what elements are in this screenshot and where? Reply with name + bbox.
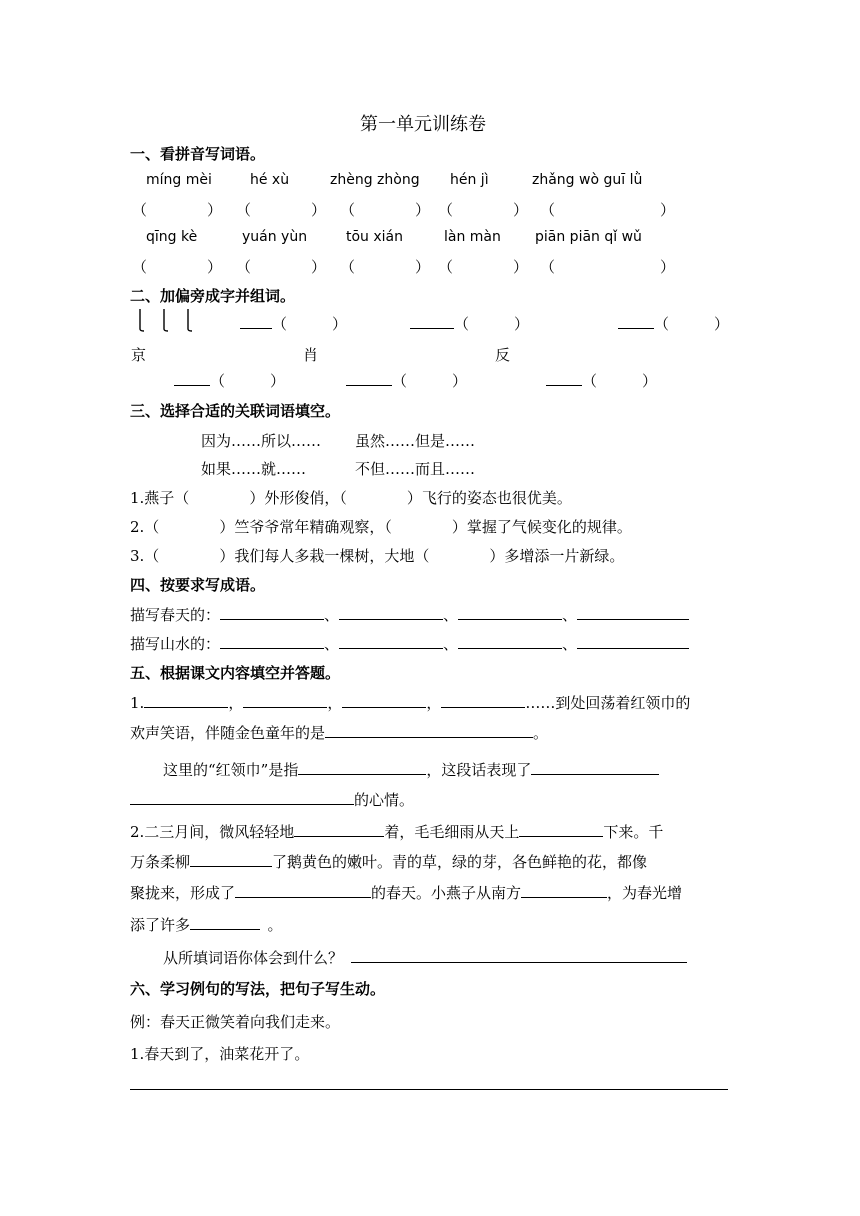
reading-q1-line4 [130,789,414,810]
text: 下来。千 [603,823,664,841]
text: ，为春光增 [607,884,683,902]
answer-box-1-3[interactable]: （ ） [340,201,431,219]
section-4-heading: 四、按要求写成语。 [130,576,266,594]
q1-part-a: 1.燕子（ [130,489,190,507]
bracket-marks [134,307,200,333]
conjunction-option-2: 虽然……但是…… [355,432,476,450]
answer-box-1-5[interactable]: （ ） [540,201,676,219]
comma: ， [426,694,442,712]
fill-blank[interactable] [342,693,426,708]
fill-blank[interactable] [325,723,533,738]
conjunction-option-4: 不但……而且…… [355,460,476,478]
pinyin-1-3: zhèng zhòng [330,172,420,188]
idiom-row-landscape [130,633,689,654]
pinyin-2-1: qīng kè [146,229,198,245]
answer-box-1-1[interactable]: （ ） [132,201,223,219]
idiom-blank[interactable] [577,634,689,649]
idiom-blank[interactable] [220,605,324,620]
q2-part-b: ）竺爷爷常年精确观察，（ [219,518,392,536]
answer-box-2-1[interactable]: （ ） [132,258,223,276]
q1-part-b: ）外形俊俏，（ [249,489,347,507]
conjunction-question-2 [130,516,632,537]
reading-q1-line2 [130,722,548,743]
pinyin-1-1: míng mèi [146,172,212,188]
pinyin-2-3: tōu xián [346,229,404,245]
q3-part-a: 3.（ [130,547,160,565]
section-3-heading: 三、选择合适的关联词语填空。 [130,402,341,420]
idiom-row-spring-label: 描写春天的： [130,606,221,624]
answer-box-2-2[interactable]: （ ） [236,258,327,276]
idiom-row-landscape-label: 描写山水的： [130,635,221,653]
pinyin-2-4: làn màn [444,229,501,245]
fill-blank[interactable] [531,760,659,775]
radical-answer-2a[interactable]: （ ） [410,313,529,334]
text: 。 [533,724,549,742]
reading-q2-line2 [130,851,647,872]
answer-box-1-2[interactable]: （ ） [236,201,327,219]
separator: 、 [443,606,459,624]
answer-box-2-3[interactable]: （ ） [340,258,431,276]
answer-box-2-5[interactable]: （ ） [540,258,676,276]
example-sentence: 例：春天正微笑着向我们走来。 [130,1013,341,1031]
reading-q2-question [163,947,687,968]
q3-part-b: ）我们每人多栽一棵树，大地（ [219,547,430,565]
comma: ， [327,694,343,712]
idiom-blank[interactable] [339,605,443,620]
separator: 、 [443,635,459,653]
reading-q1-line1 [130,692,690,713]
fill-blank[interactable] [190,852,272,867]
radical-answer-2b[interactable]: （ ） [346,370,467,391]
fill-blank[interactable] [441,693,525,708]
idiom-blank[interactable] [577,605,689,620]
fill-blank[interactable] [243,693,327,708]
q2-blank-1[interactable] [159,518,219,536]
conjunction-option-3: 如果……就…… [201,460,307,478]
q2-part-a: 2.（ [130,518,160,536]
section-6-heading: 六、学习例句的写法，把句子写生动。 [130,980,386,998]
text: 添了许多 [130,916,191,934]
radical-answer-1a[interactable]: （ ） [240,313,347,334]
idiom-blank[interactable] [458,605,562,620]
pinyin-1-4: hén jì [450,172,489,188]
text: 这里的“红领巾”是指 [163,761,299,779]
text: ……到处回荡着红领巾的 [525,694,691,712]
conjunction-option-1: 因为……所以…… [201,432,322,450]
text: 。 [267,916,283,934]
base-char-3: 反 [495,346,511,364]
radical-answer-3a[interactable]: （ ） [618,313,729,334]
separator: 、 [324,606,340,624]
base-char-1: 京 [131,346,147,364]
fill-blank[interactable] [521,883,607,898]
text: ，这段话表现了 [426,761,532,779]
answer-box-2-4[interactable]: （ ） [438,258,529,276]
text: 的春天。小燕子从南方 [371,884,522,902]
q3-blank-1[interactable] [159,547,219,565]
fill-blank[interactable] [130,790,354,805]
text: 从所填词语你体会到什么？ [163,949,344,967]
conjunction-question-3 [130,545,624,566]
idiom-row-spring [130,604,689,625]
fill-blank[interactable] [519,822,603,837]
pinyin-1-2: hé xù [250,172,290,188]
text: 聚拢来，形成了 [130,884,236,902]
fill-blank[interactable] [235,883,371,898]
q1-part-c: ）飞行的姿态也很优美。 [406,489,572,507]
base-char-2: 肖 [303,346,319,364]
q2-part-c: ）掌握了气候变化的规律。 [451,518,632,536]
q3-blank-2[interactable] [429,547,489,565]
separator: 、 [324,635,340,653]
fill-blank[interactable] [351,948,687,963]
conjunction-question-1 [130,487,572,508]
q-number: 1. [130,694,145,712]
answer-box-1-4[interactable]: （ ） [438,201,529,219]
q3-part-c: ）多增添一片新绿。 [489,547,625,565]
q1-blank-1[interactable] [189,489,249,507]
fill-blank[interactable] [144,693,228,708]
q1-blank-2[interactable] [347,489,407,507]
reading-q2-line1 [130,821,663,842]
text: 欢声笑语，伴随金色童年的是 [130,724,326,742]
page-title: 第一单元训练卷 [360,114,486,135]
text: 了鹅黄色的嫩叶。青的草，绿的芽，各色鲜艳的花，都像 [272,853,648,871]
section-5-heading: 五、根据课文内容填空并答题。 [130,664,341,682]
separator: 、 [562,635,578,653]
q2-blank-2[interactable] [392,518,452,536]
idiom-blank[interactable] [458,634,562,649]
pinyin-2-2: yuán yùn [242,229,308,245]
text: 2.二三月间，微风轻轻地 [130,823,295,841]
text: 的心情。 [354,791,415,809]
fill-blank[interactable] [298,760,426,775]
reading-q2-line3 [130,882,682,903]
text: 着，毛毛细雨从天上 [384,823,520,841]
section-2-heading: 二、加偏旁成字并组词。 [130,287,296,305]
fill-blank[interactable] [190,915,260,930]
separator: 、 [562,606,578,624]
pinyin-1-5: zhǎng wò guī lǜ [532,172,643,188]
pinyin-2-5: piān piān qǐ wǔ [535,229,642,245]
section-1-heading: 一、看拼音写词语。 [130,145,266,163]
reading-q1-line3 [163,759,659,780]
text: 万条柔柳 [130,853,191,871]
reading-q2-line4 [130,914,283,935]
radical-answer-3b[interactable]: （ ） [546,370,657,391]
radical-answer-1b[interactable]: （ ） [174,370,285,391]
idiom-blank[interactable] [220,634,324,649]
comma: ， [228,694,244,712]
answer-line[interactable] [130,1089,728,1090]
idiom-blank[interactable] [339,634,443,649]
rewrite-question-1: 1.春天到了，油菜花开了。 [130,1045,310,1063]
fill-blank[interactable] [294,822,384,837]
